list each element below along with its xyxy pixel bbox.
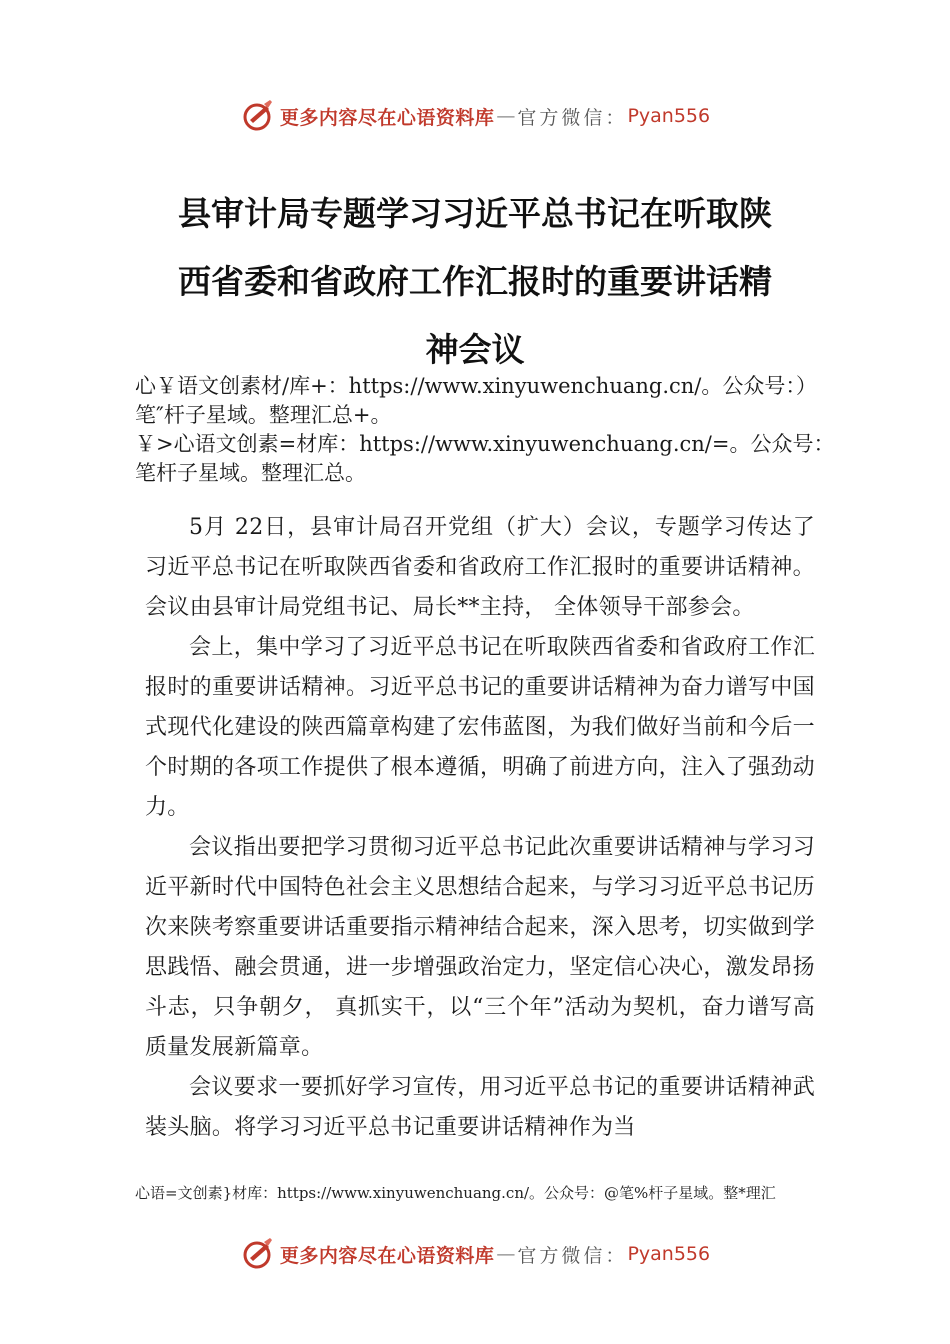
body-paragraph: 会议要求一要抓好学习宣传，用习近平总书记的重要讲话精神武装头脑。将学习习近平总书记重要讲话精神作为当 — [145, 1075, 815, 1140]
banner-separator: — — [496, 1243, 516, 1265]
body-paragraph: 5月 22日，县审计局召开党组（扩大）会议，专题学习传达了习近平总书记在听取陕西省委和省政府工作汇报时的重要讲话精神。会议由县审计局党组书记、局长**主持， 全体领导干部参会。 — [145, 515, 815, 620]
title-line: 县审计局专题学习习近平总书记在听取陕 — [178, 194, 772, 233]
brand-logo-icon — [240, 1236, 276, 1272]
banner-wechat-label: 官方微信： — [517, 106, 628, 129]
banner-wechat-id: Pyan556 — [627, 105, 711, 127]
footer-source-note: 心语=文创素}材库：https://www.xinyuwenchuang.cn/。公众号：@笔%杆子星域。整*理汇 — [135, 1184, 776, 1202]
banner-wechat-id: Pyan556 — [627, 1243, 711, 1265]
banner-separator: — — [496, 105, 516, 127]
banner-wechat-label: 官方微信： — [517, 1244, 628, 1267]
title-line: 神会议 — [425, 330, 525, 369]
footer-banner — [0, 1234, 950, 1274]
banner-brand-text: 更多内容尽在心语资料库 — [279, 106, 495, 129]
document-body — [145, 508, 815, 1148]
title-line: 西省委和省政府工作汇报时的重要讲话精 — [178, 262, 772, 301]
source-note: ￥>心语文创素=材库：https://www.xinyuwenchuang.cn/=。公众号：笔杆子星域。整理汇总。 — [135, 432, 835, 485]
document-title — [100, 180, 850, 384]
body-paragraph: 会上，集中学习了习近平总书记在听取陕西省委和省政府工作汇报时的重要讲话精神。习近平总书记的重要讲话精神为奋力谱写中国式现代化建设的陕西篇章构建了宏伟蓝图，为我们做好当前和今后一个时期的各项工作提供了根本遵循，明确了前进方向，注入了强劲动力。 — [145, 635, 815, 820]
brand-logo-icon — [240, 98, 276, 134]
source-note: 心￥语文创素材/库+：https://www.xinyuwenchuang.cn/。公众号：）笔″杆子星域。整理汇总+。 — [135, 374, 817, 427]
header-banner — [0, 96, 950, 136]
banner-brand-text: 更多内容尽在心语资料库 — [279, 1244, 495, 1267]
body-paragraph: 会议指出要把学习贯彻习近平总书记此次重要讲话精神与学习习近平新时代中国特色社会主义思想结合起来，与学习习近平总书记历次来陕考察重要讲话重要指示精神结合起来，深入思考，切实做到学思践悟、融会贯通，进一步增强政治定力，坚定信心决心，激发昂扬斗志，只争朝夕， 真抓实干，以“三个年”活动为契机，奋力谱写高质量发展新篇章。 — [145, 835, 815, 1060]
